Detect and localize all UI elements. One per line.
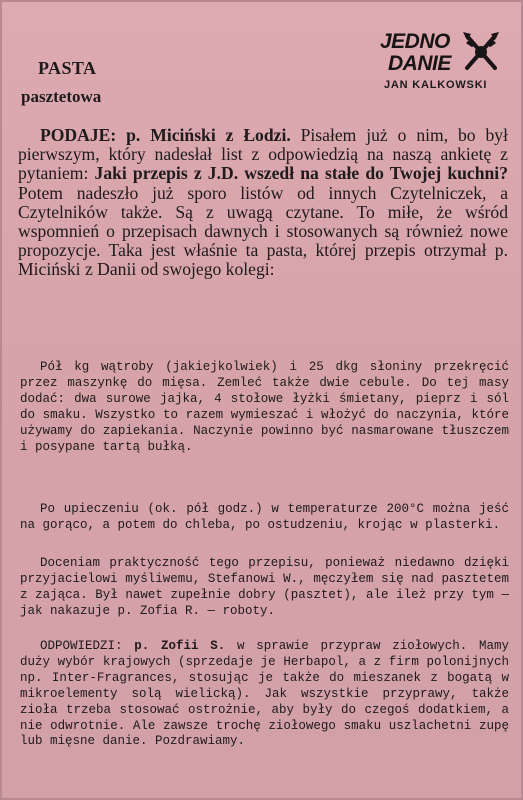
logo-line-1: JEDNO [380, 30, 450, 53]
recipe-p1-text: Pół kg wątroby (jakiejkolwiek) i 25 dkg słoniny przekręcić przez maszynkę do mięsa. Zemleć także dwie cebule. Do tej masy dodać: dwa surowe jajka, 4 stołowe łyżki śmietany, pieprz i sól do smaku. Wszystko to razem wymieszać i włożyć do naczynia, które używamy do zapiekania. Naczynie powinno być nasmarowane tłuszczem i posypane tartą bułką. [20, 360, 509, 454]
intro-text-1: Pisałem już o nim, bo był pierwszym, który nadesłał list z odpowiedzią na naszą ankietę z pytaniem: [18, 125, 508, 184]
answers-recipient: p. Zofii S. [134, 639, 226, 653]
answers-paragraph [20, 639, 509, 750]
logo-author: JAN KALKOWSKI [384, 79, 488, 91]
intro-paragraph [18, 126, 508, 280]
answers-label: ODPOWIEDZI: [40, 639, 123, 653]
recipe-paragraph-2 [20, 502, 509, 534]
intro-bold-question: Jaki przepis z J.D. wszedł na stałe do Twojej kuchni? [94, 163, 508, 184]
comment-text: Doceniam praktyczność tego przepisu, ponieważ niedawno dzięki przyjacielowi myśliwemu, Stefanowi W., męczyłem się nad pasztetem z zająca. Był nawet zupełnie dobry (pasztet), ale ileż przy tym — jak nakazuje p. Zofia R. — roboty. [20, 556, 509, 618]
column-logo [378, 30, 503, 94]
intro-bold-start: PODAJE: p. Miciński z Łodzi. [40, 125, 291, 145]
article-subtitle: pasztetowa [21, 87, 102, 106]
article-title: PASTA [38, 58, 97, 78]
comment-paragraph [20, 556, 509, 620]
recipe-paragraph-1 [20, 360, 509, 455]
logo-line-2: DANIE [388, 52, 451, 75]
answers-text: w sprawie przypraw ziołowych. Mamy duży wybór krajowych (sprzedaje je Herbapol, a z firm polonijnych np. Inter-Fragrances, stosując je także do mieszanek z bogatą w mikroelementy solą wielicką). Jak wszystkie przyprawy, także zioła trzeba stosować ostrożnie, aby były do czegoś dodatkiem, a nie odwrotnie. Ale zawsze trochę ziołowego smaku uszlachetni zupę lub mięsne danie. Pozdrawiamy. [20, 639, 509, 749]
recipe-p2-text: Po upieczeniu (ok. pół godz.) w temperaturze 200°C można jeść na gorąco, a potem do chleba, po ostudzeniu, krojąc w plasterki. [20, 502, 509, 532]
fork-knife-icon [461, 30, 501, 74]
intro-text-2: Potem nadeszło już sporo listów od innych Czytelniczek, a Czytelników także. Są z uwagą czytane. To miłe, że wśród wspomnień o przepisach dawnych i stosowanych są również nowe propozycje. Taka jest właśnie ta pasta, której przepis otrzymał p. Miciński z Danii od swojego kolegi: [18, 182, 508, 280]
